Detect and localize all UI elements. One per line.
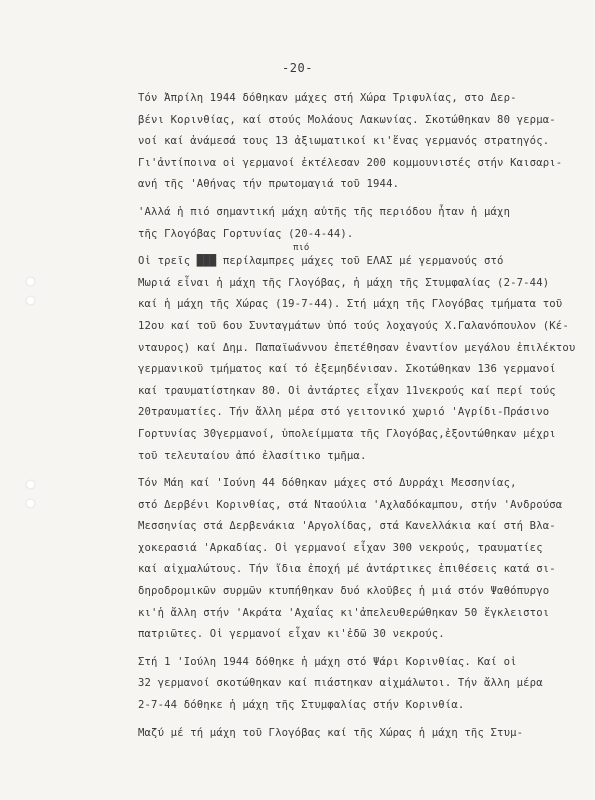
paragraph xyxy=(138,88,578,196)
punch-hole xyxy=(26,499,35,508)
paragraph xyxy=(138,251,578,467)
text-line: καί τραυματίστηκαν 80. Οἱ ἀντάρτες εἶχαν 11νεκρούς καί περί τούς xyxy=(138,384,556,397)
text-line: 20τραυματίες. Τήν ἄλλη μέρα στό γειτονικό χωριό 'Αγρίδι-Πράσινο xyxy=(138,406,550,419)
text-line: βένι Κορινθίας, καί στούς Μολάους Λακωνίας. Σκοτώθηκαν 80 γερμα- xyxy=(138,113,556,126)
text-line: 2-7-44 δόθηκε ἡ μάχη τῆς Στυμφαλίας στήν Κορινθία. xyxy=(138,699,465,712)
text-line: 32 γερμανοί σκοτώθηκαν καί πιάστηκαν αἰχμάλωτοι. Τήν ἄλλη μέρα xyxy=(138,677,543,690)
text-line: Τόν Ἀπρίλη 1944 δόθηκαν μάχες στή Χώρα Τριφυλίας, στο Δερ- xyxy=(138,92,517,104)
paragraph xyxy=(138,473,578,646)
text-line: Μαζύ μέ τή μάχη τοῦ Γλογόβας καί τῆς Χώρας ἡ μάχη τῆς Στυμ- xyxy=(138,726,524,739)
paragraph xyxy=(138,202,578,245)
text-line: κι'ἡ ἄλλη στήν 'Ακράτα 'Αχαΐας κι'ἀπελευθερώθηκαν 50 ἔγκλειστοι xyxy=(138,606,550,619)
text-line: καί αἰχμαλώτους. Τήν ἴδια ἐποχή μέ ἀντάρτικες ἐπιθέσεις κατά σι- xyxy=(138,563,556,576)
text-line: γερμανικοῦ τμήματος καί τό ἐξεμηδένισαν. Σκοτώθηκαν 136 γερμανοί xyxy=(138,363,556,376)
paragraph xyxy=(138,723,578,745)
text-line: τοῦ τελευταίου ἀπό ἐλασίτικο τμῆμα. xyxy=(138,449,367,462)
text-line: 'Αλλά ἡ πιό σημαντική μάχη αὐτῆς τῆς περιόδου ἦταν ἡ μάχη xyxy=(138,205,511,218)
document-body xyxy=(138,88,578,744)
text-line: πατριῶτες. Οἱ γερμανοί εἶχαν κι'ἐδῶ 30 νεκρούς. xyxy=(138,628,445,641)
handwritten-insertion: πιό xyxy=(293,243,310,253)
text-line: Τόν Μάη καί 'Ιούνη 44 δόθηκαν μάχες στό Δυρράχι Μεσσηνίας, xyxy=(138,477,517,490)
text-line: Μεσσηνίας στά Δερβενάκια 'Αργολίδας, στά Κανελλάκια καί στή Βλα- xyxy=(138,520,556,533)
text-line: χοκερασιά 'Αρκαδίας. Οἱ γερμανοί εἶχαν 300 νεκρούς, τραυματίες xyxy=(138,541,543,554)
text-line: ανή τῆς 'Αθήνας τήν πρωτομαγιά τοῦ 1944. xyxy=(138,178,400,191)
punch-hole xyxy=(26,277,35,286)
text-line: Γορτυνίας 30γερμανοί, ὑπολείμματα τῆς Γλογόβας,ἐξοντώθηκαν μέχρι xyxy=(138,427,556,440)
text-line: στό Δερβένι Κορινθίας, στά Νταούλια 'Αχλαδόκαμπου, στήν 'Ανδρούσα xyxy=(138,498,563,511)
page-number: -20- xyxy=(282,61,313,75)
text-line: τῆς Γλογόβας Γορτυνίας (20-4-44). xyxy=(138,227,354,240)
text-line: Στή 1 'Ιούλη 1944 δόθηκε ἡ μάχη στό Ψάρι Κορινθίας. Καί οἱ xyxy=(138,655,517,668)
punch-hole xyxy=(26,480,35,489)
paragraph xyxy=(138,652,578,717)
text-line: νοί καί ἀνάμεσά τους 13 ἀξιωματικοί κι'ἕνας γερμανός στρατηγός. xyxy=(138,135,550,148)
text-line: 12ου καί τοῦ 6ου Συνταγμάτων ὑπό τούς λοχαγούς Χ.Γαλανόπουλον (Κέ- xyxy=(138,319,569,332)
text-line: καί ἡ μάχη τῆς Χώρας (19-7-44). Στή μάχη τῆς Γλογόβας τμήματα τοῦ xyxy=(138,298,563,311)
text-line: νταυρος) καί Δημ. Παπαϊωάννου ἐπετέθησαν ἐναντίον μεγάλου ἐπιλέκτου xyxy=(138,341,576,354)
text-line: Μωριά εἶναι ἡ μάχη τῆς Γλογόβας, ἡ μάχη τῆς Στυμφαλίας (2-7-44) xyxy=(138,276,550,289)
text-line: δηροδρομικῶν συρμῶν κτυπήθηκαν δυό κλοῦβες ἡ μιά στόν Ψαθόπυργο xyxy=(138,585,550,598)
text-line: Γι'ἀντίποινα οἱ γερμανοί ἐκτέλεσαν 200 κομμουνιστές στήν Καισαρι- xyxy=(138,156,563,169)
text-line: Οἱ τρεῖς ███ περίλαμπρες μάχες τοῦ ΕΛΑΣ μέ γερμανούς στό xyxy=(138,255,504,268)
punch-hole xyxy=(26,296,35,305)
